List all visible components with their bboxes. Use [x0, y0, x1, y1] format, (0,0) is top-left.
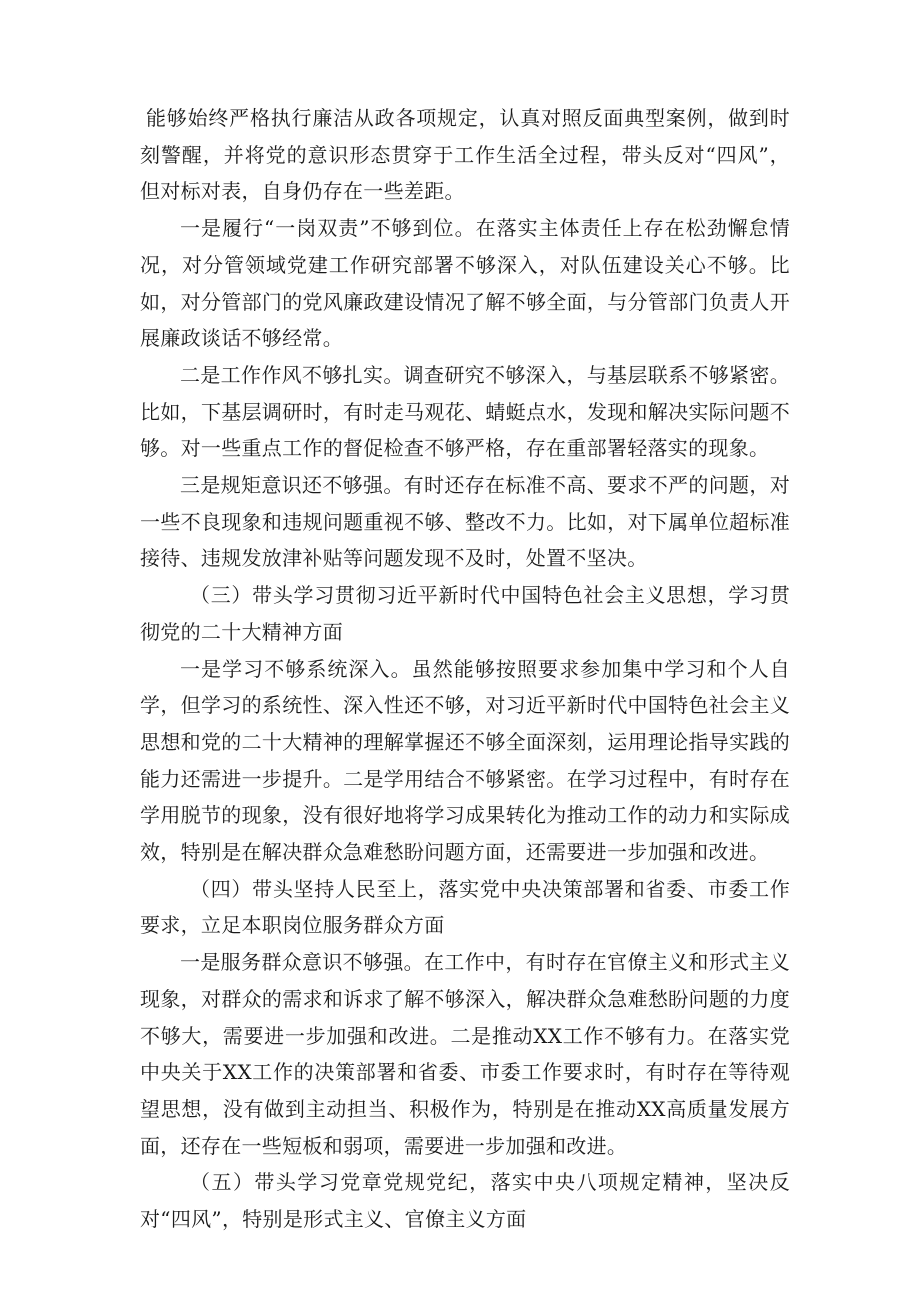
section-heading-3: （三）带头学习贯彻习近平新时代中国特色社会主义思想，学习贯彻党的二十大精神方面	[140, 583, 790, 644]
section-heading-5: （五）带头学习党章党规党纪，落实中央八项规定精神，坚决反对“四风”，特别是形式主义、官僚主义方面	[140, 1170, 790, 1232]
document-body	[140, 100, 790, 1238]
paragraph-section-4-body: 一是服务群众意识不够强。在工作中，有时存在官僚主义和形式主义现象，对群众的需求和诉求了解不够深入，解决群众急难愁盼问题的力度不够大，需要进一步加强和改进。二是推动XX工作不够有力。在落实党中央关于XX工作的决策部署和省委、市委工作要求时，有时存在等待观望思想，没有做到主动担当、积极作为，特别是在推动XX高质量发展方面，还存在一些短板和弱项，需要进一步加强和改进。	[140, 950, 790, 1158]
paragraph-item-2: 二是工作作风不够扎实。调查研究不够深入，与基层联系不够紧密。比如，下基层调研时，有时走马观花、蜻蜓点水，发现和解决实际问题不够。对一些重点工作的督促检查不够严格，存在重部署轻落实的现象。	[140, 362, 790, 461]
paragraph-section-3-body: 一是学习不够系统深入。虽然能够按照要求参加集中学习和个人自学，但学习的系统性、深入性还不够，对习近平新时代中国特色社会主义思想和党的二十大精神的理解掌握还不够全面深刻，运用理论指导实践的能力还需进一步提升。二是学用结合不够紧密。在学习过程中，有时存在学用脱节的现象，没有很好地将学习成果转化为推动工作的动力和实际成效，特别是在解决群众急难愁盼问题方面，还需要进一步加强和改进。	[140, 656, 790, 865]
paragraph-intro: 能够始终严格执行廉洁从政各项规定，认真对照反面典型案例，做到时刻警醒，并将党的意识形态贯穿于工作生活全过程，带头反对“四风”，但对标对表，自身仍存在一些差距。	[140, 106, 790, 204]
section-heading-4: （四）带头坚持人民至上，落实党中央决策部署和省委、市委工作要求，立足本职岗位服务群众方面	[140, 876, 790, 938]
paragraph-item-1: 一是履行“一岗双责”不够到位。在落实主体责任上存在松劲懈怠情况，对分管领域党建工作研究部署不够深入，对队伍建设关心不够。比如，对分管部门的党风廉政建设情况了解不够全面，与分管部门负责人开展廉政谈话不够经常。	[140, 216, 790, 351]
paragraph-item-3: 三是规矩意识还不够强。有时还存在标准不高、要求不严的问题，对一些不良现象和违规问题重视不够、整改不力。比如，对下属单位超标准接待、违规发放津补贴等问题发现不及时，处置不坚决。	[140, 473, 790, 571]
